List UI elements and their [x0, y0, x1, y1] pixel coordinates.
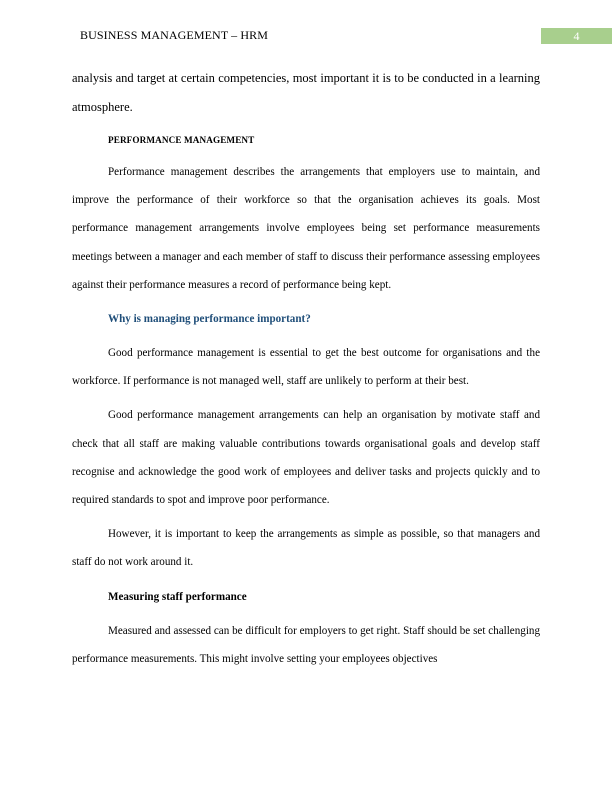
paragraph-keep-simple: However, it is important to keep the arrangements as simple as possible, so that managers and staff do not work around it. — [72, 528, 540, 569]
section-heading-performance-management: PERFORMANCE MANAGEMENT — [108, 135, 255, 145]
paragraph-performance-definition: Performance management describes the arrangements that employers use to maintain, and improve the performance of their workforce so that the organisation achieves its goals. Most performance management arrangements involve employees being set performance measurements meetings between a manager and each member of staff to discuss their performance assessing employees against their performance measures a record of performance being kept. — [72, 166, 540, 291]
section-heading-measuring-performance: Measuring staff performance — [108, 590, 247, 603]
paragraph-measured-assessed: Measured and assessed can be difficult for employers to get right. Staff should be set challenging performance measurements. This might involve setting your employees objectives — [72, 624, 540, 665]
intro-paragraph: analysis and target at certain competencies, most important it is to be conducted in a learning atmosphere. — [72, 71, 540, 114]
section-heading-why-important: Why is managing performance important? — [108, 313, 311, 326]
paragraph-arrangements-help: Good performance management arrangements can help an organisation by motivate staff and check that all staff are making valuable contributions towards organisational goals and develop staff recognise and acknowledge the good work of employees and deliver tasks and projects quickly and to required standards to spot and improve poor performance. — [72, 409, 540, 507]
header-title: BUSINESS MANAGEMENT – HRM — [80, 28, 268, 42]
document-body — [72, 64, 540, 673]
page-number-badge: 4 — [541, 28, 612, 44]
paragraph-good-management: Good performance management is essential to get the best outcome for organisations and the workforce. If performance is not managed well, staff are unlikely to perform at their best. — [72, 347, 540, 388]
